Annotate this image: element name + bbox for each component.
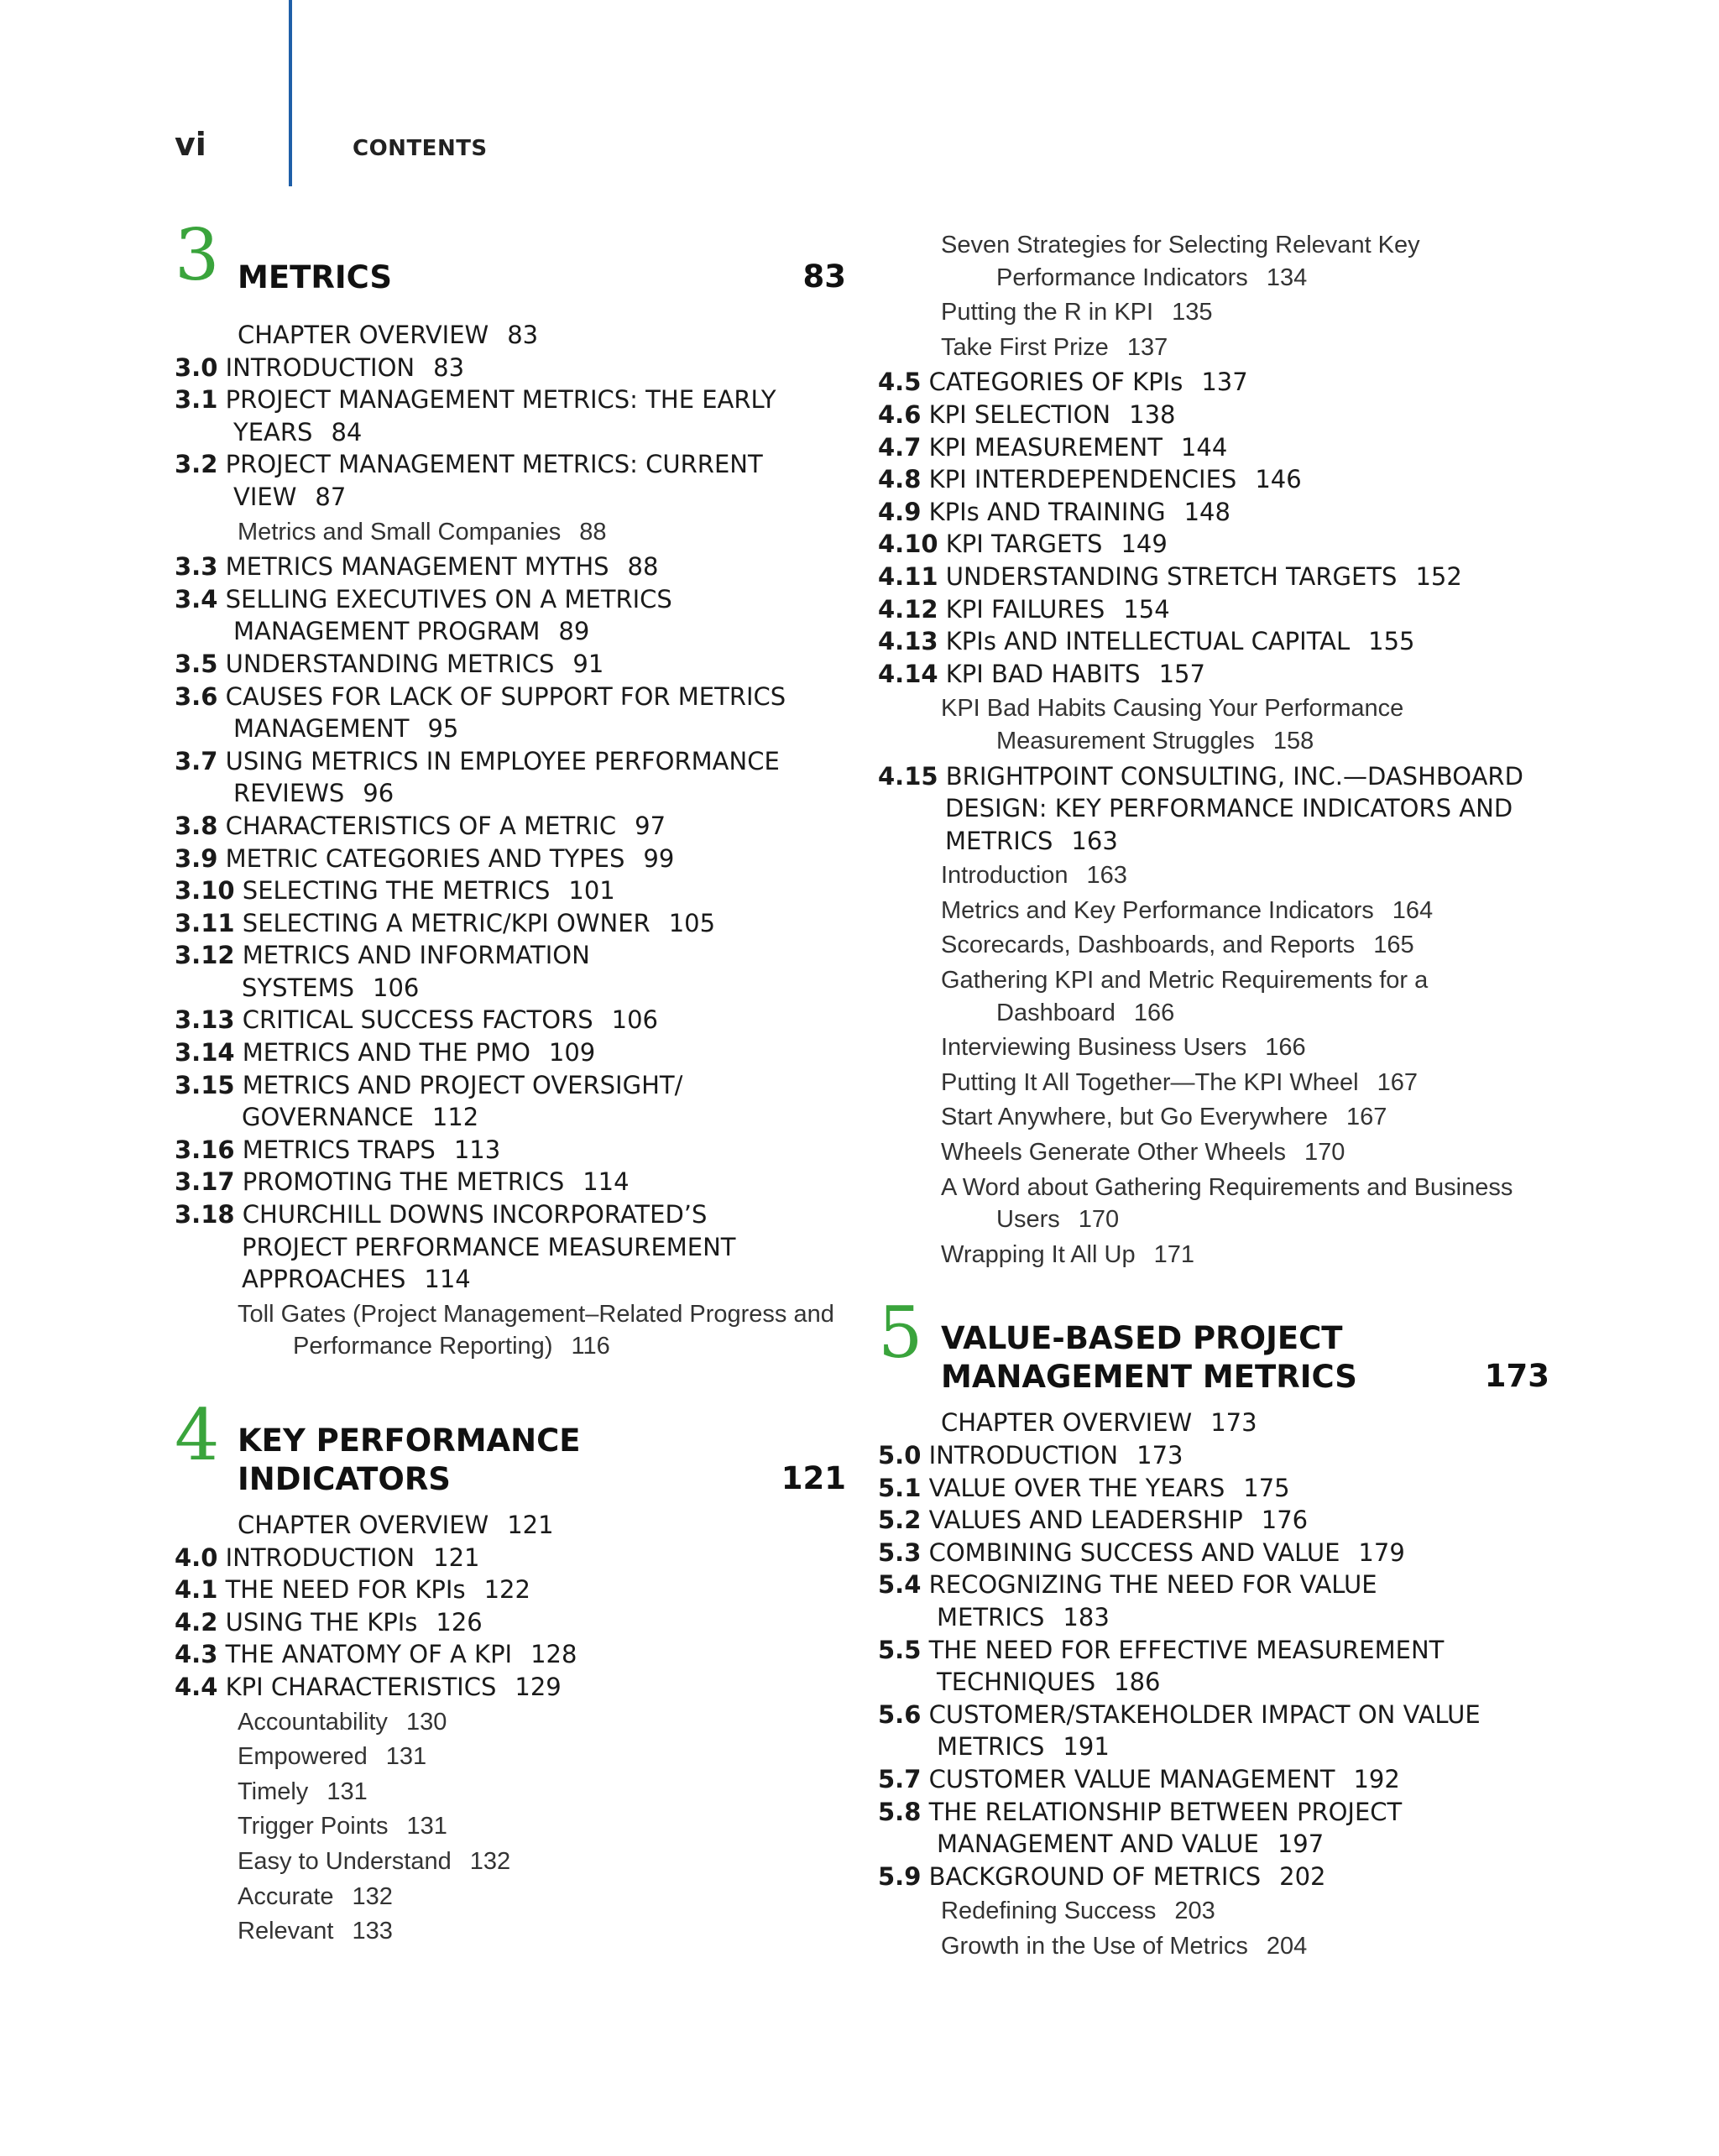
toc-subentry[interactable]: Easy to Understand 132 — [238, 1847, 511, 1875]
toc-entry[interactable]: 5.7 CUSTOMER VALUE MANAGEMENT 192 — [878, 1764, 1400, 1793]
toc-entry[interactable]: 4.0 INTRODUCTION 121 — [175, 1543, 480, 1572]
toc-entry[interactable]: 3.5 UNDERSTANDING METRICS 91 — [175, 649, 604, 678]
toc-entry[interactable]: 4.10 KPI TARGETS 149 — [878, 530, 1168, 559]
toc-subentry[interactable]: Toll Gates (Project Management–Related Progress and Performance Reporting) 116 — [238, 1300, 834, 1360]
toc-entry[interactable]: 4.15 BRIGHTPOINT CONSULTING, INC.—DASHBOARD DESIGN: KEY PERFORMANCE INDICATORS AND METRICS 163 — [878, 761, 1523, 855]
toc-entry[interactable]: 3.11 SELECTING A METRIC/KPI OWNER 105 — [175, 908, 716, 937]
toc-entry[interactable]: 3.8 CHARACTERISTICS OF A METRIC 97 — [175, 811, 666, 840]
toc-subentry[interactable]: Putting It All Together—The KPI Wheel 167 — [941, 1068, 1418, 1096]
toc-entry[interactable]: 3.18 CHURCHILL DOWNS INCORPORATED’S PROJECT PERFORMANCE MEASUREMENT APPROACHES 114 — [175, 1200, 736, 1294]
toc-subentry[interactable]: A Word about Gathering Requirements and Business Users 170 — [941, 1173, 1513, 1234]
toc-entry[interactable]: 3.4 SELLING EXECUTIVES ON A METRICS MANAGEMENT PROGRAM 89 — [175, 584, 672, 646]
toc-subentry[interactable]: Take First Prize 137 — [941, 333, 1168, 361]
toc-subentry[interactable]: Trigger Points 131 — [238, 1813, 447, 1840]
toc-entry[interactable]: 5.9 BACKGROUND OF METRICS 202 — [878, 1861, 1326, 1891]
toc-subentry[interactable]: KPI Bad Habits Causing Your Performance Measurement Struggles 158 — [941, 695, 1404, 754]
toc-subentry[interactable]: Accurate 132 — [238, 1882, 393, 1910]
toc-subentry[interactable]: Putting the R in KPI 135 — [941, 299, 1213, 326]
toc-subentry[interactable]: Start Anywhere, but Go Everywhere 167 — [941, 1104, 1387, 1131]
toc-entry[interactable]: 5.5 THE NEED FOR EFFECTIVE MEASUREMENT TECHNIQUES 186 — [878, 1635, 1445, 1697]
chapter-page: 173 — [1484, 1358, 1549, 1395]
toc-entry[interactable]: 4.8 KPI INTERDEPENDENCIES 146 — [878, 465, 1302, 494]
chapter-title: KEY PERFORMANCE INDICATORS — [238, 1423, 581, 1497]
chapter-5-heading — [878, 1292, 1549, 1396]
toc-entry[interactable]: 3.1 PROJECT MANAGEMENT METRICS: THE EARLY YEARS 84 — [175, 385, 776, 446]
toc-subentry[interactable]: Metrics and Key Performance Indicators 164 — [941, 896, 1434, 924]
chapter-4-heading — [175, 1394, 846, 1497]
toc-entry[interactable]: 5.8 THE RELATIONSHIP BETWEEN PROJECT MANAGEMENT AND VALUE 197 — [878, 1797, 1403, 1859]
toc-subentry[interactable]: Relevant 133 — [238, 1918, 393, 1945]
toc-subentry[interactable]: Timely 131 — [238, 1778, 368, 1805]
toc-subentry[interactable]: Introduction 163 — [941, 862, 1127, 890]
toc-entry[interactable]: 4.13 KPIs AND INTELLECTUAL CAPITAL 155 — [878, 627, 1415, 656]
toc-entry[interactable]: 3.16 METRICS TRAPS 113 — [175, 1135, 501, 1164]
toc-entry[interactable]: 4.7 KPI MEASUREMENT 144 — [878, 432, 1228, 462]
running-head: CONTENTS — [353, 136, 488, 161]
toc-entry[interactable]: 4.2 USING THE KPIs 126 — [175, 1607, 483, 1637]
toc-entry[interactable]: 3.6 CAUSES FOR LACK OF SUPPORT FOR METRICS MANAGEMENT 95 — [175, 681, 786, 744]
toc-entry[interactable]: 5.0 INTRODUCTION 173 — [878, 1441, 1183, 1470]
toc-entry[interactable]: 3.14 METRICS AND THE PMO 109 — [175, 1038, 596, 1068]
toc-entry[interactable]: 5.4 RECOGNIZING THE NEED FOR VALUE METRICS 183 — [878, 1570, 1377, 1631]
chapter-3-heading — [175, 214, 846, 309]
toc-entry[interactable]: 4.5 CATEGORIES OF KPIs 137 — [878, 368, 1248, 397]
toc-subentry[interactable]: Wrapping It All Up 171 — [941, 1240, 1194, 1268]
toc-entry[interactable]: 4.3 THE ANATOMY OF A KPI 128 — [175, 1640, 577, 1669]
toc-entry[interactable]: 3.3 METRICS MANAGEMENT MYTHS 88 — [175, 552, 659, 582]
toc-subentry[interactable]: Accountability 130 — [238, 1708, 447, 1736]
toc-subentry[interactable]: Metrics and Small Companies 88 — [238, 518, 607, 546]
chapter-title: METRICS — [238, 259, 393, 295]
toc-entry[interactable]: 4.4 KPI CHARACTERISTICS 129 — [175, 1672, 562, 1701]
page-folio: vi — [175, 126, 206, 163]
toc-entry[interactable]: 4.9 KPIs AND TRAINING 148 — [878, 497, 1230, 526]
toc-entry[interactable]: 3.10 SELECTING THE METRICS 101 — [175, 876, 615, 906]
toc-subentry[interactable]: Wheels Generate Other Wheels 170 — [941, 1139, 1345, 1167]
toc-subentry[interactable]: Empowered 131 — [238, 1743, 427, 1771]
right-column — [878, 227, 1549, 1965]
toc-subentry[interactable]: Scorecards, Dashboards, and Reports 165 — [941, 932, 1414, 959]
chapter-page: 121 — [781, 1460, 846, 1496]
toc-entry[interactable]: 4.1 THE NEED FOR KPIs 122 — [175, 1575, 530, 1605]
toc-entry[interactable]: CHAPTER OVERVIEW 173 — [941, 1408, 1257, 1438]
toc-subentry[interactable]: Seven Strategies for Selecting Relevant Key Performance Indicators 134 — [941, 232, 1420, 291]
toc-subentry[interactable]: Redefining Success 203 — [941, 1898, 1215, 1925]
toc-entry[interactable]: 5.3 COMBINING SUCCESS AND VALUE 179 — [878, 1537, 1405, 1567]
header-rule — [289, 0, 292, 186]
toc-entry[interactable]: 4.6 KPI SELECTION 138 — [878, 399, 1176, 429]
chapter-page: 83 — [802, 258, 846, 295]
toc-subentry[interactable]: Interviewing Business Users 166 — [941, 1034, 1306, 1062]
toc-entry[interactable]: 4.11 UNDERSTANDING STRETCH TARGETS 152 — [878, 561, 1462, 591]
toc-subentry[interactable]: Growth in the Use of Metrics 204 — [941, 1932, 1308, 1960]
toc-entry[interactable]: 4.12 KPI FAILURES 154 — [878, 594, 1170, 624]
toc-entry[interactable]: 5.2 VALUES AND LEADERSHIP 176 — [878, 1506, 1309, 1535]
toc-entry[interactable]: 3.13 CRITICAL SUCCESS FACTORS 106 — [175, 1005, 659, 1035]
toc-entry[interactable]: 4.14 KPI BAD HABITS 157 — [878, 659, 1205, 688]
toc-entry[interactable]: 3.9 METRIC CATEGORIES AND TYPES 99 — [175, 843, 675, 873]
toc-entry[interactable]: 3.0 INTRODUCTION 83 — [175, 352, 465, 382]
chapter-number: 5 — [878, 1292, 923, 1375]
toc-entry[interactable]: 3.7 USING METRICS IN EMPLOYEE PERFORMANCE REVIEWS 96 — [175, 746, 780, 808]
toc-entry[interactable]: 5.6 CUSTOMER/STAKEHOLDER IMPACT ON VALUE METRICS 191 — [878, 1699, 1481, 1762]
toc-subentry[interactable]: Gathering KPI and Metric Requirements for a Dashboard 166 — [941, 967, 1429, 1026]
toc-entry[interactable]: 3.15 METRICS AND PROJECT OVERSIGHT/ GOVERNANCE 112 — [175, 1070, 683, 1132]
toc-entry[interactable]: CHAPTER OVERVIEW 83 — [238, 321, 539, 349]
toc-entry[interactable]: 3.17 PROMOTING THE METRICS 114 — [175, 1167, 630, 1197]
left-column — [175, 214, 846, 1950]
chapter-title: VALUE-BASED PROJECT MANAGEMENT METRICS — [941, 1320, 1357, 1396]
toc-entry[interactable]: 3.2 PROJECT MANAGEMENT METRICS: CURRENT VIEW 87 — [175, 450, 763, 511]
toc-entry[interactable]: 5.1 VALUE OVER THE YEARS 175 — [878, 1473, 1290, 1502]
chapter-number: 4 — [175, 1394, 220, 1476]
chapter-number: 3 — [175, 214, 220, 296]
toc-entry[interactable]: 3.12 METRICS AND INFORMATION SYSTEMS 106 — [175, 941, 590, 1002]
toc-entry[interactable]: CHAPTER OVERVIEW 121 — [238, 1511, 554, 1539]
